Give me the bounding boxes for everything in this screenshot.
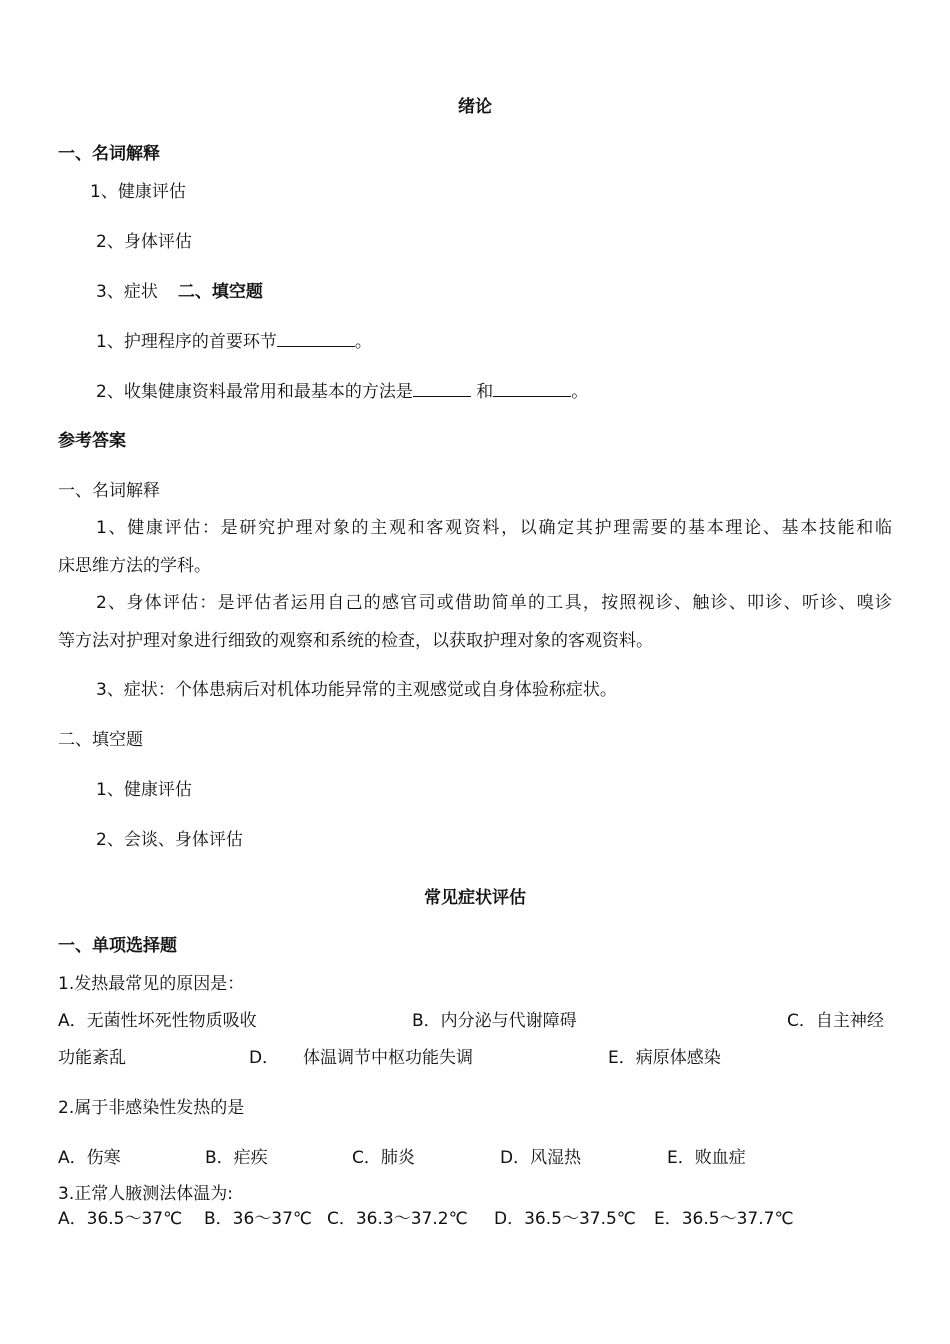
question-2-stem: 2.属于非感染性发热的是	[58, 1098, 245, 1118]
q1-option-b: B．内分泌与代谢障碍	[412, 1011, 577, 1031]
answer-2-line-1: 2、身体评估：是评估者运用自己的感官司或借助简单的工具，按照视诊、触诊、叩诊、听诊、嗅诊	[96, 593, 892, 613]
answer-1-line-2: 床思维方法的学科。	[58, 556, 211, 576]
q1-option-a: A．无菌性坏死性物质吸收	[58, 1011, 257, 1031]
heading-fill-blank: 二、填空题	[177, 282, 263, 302]
fill-2-end: 。	[571, 382, 589, 402]
q1-option-c-cont: 功能紊乱	[58, 1048, 126, 1068]
q1-option-e: E．病原体感染	[608, 1048, 721, 1068]
q2-option-e: E．败血症	[667, 1148, 746, 1168]
q1-option-d: D．	[249, 1048, 280, 1068]
q2-option-d: D．风湿热	[500, 1148, 582, 1168]
q2-option-c: C．肺炎	[352, 1148, 415, 1168]
q2-option-b: B．疟疾	[205, 1148, 268, 1168]
q3-option-a: A．36.5～37℃	[58, 1209, 183, 1229]
heading-term-explanation: 一、名词解释	[58, 144, 160, 164]
answer-heading-fill: 二、填空题	[58, 730, 143, 750]
question-term-3	[96, 280, 263, 304]
answer-2-line-2: 等方法对护理对象进行细致的观察和系统的检查，以获取护理对象的客观资料。	[58, 631, 653, 651]
q2-option-a: A．伤寒	[58, 1148, 121, 1168]
fill-1-end: 。	[354, 332, 372, 352]
answer-fill-1: 1、健康评估	[96, 780, 192, 800]
blank-line	[277, 330, 355, 347]
question-term-1: 1、健康评估	[90, 182, 186, 202]
question-fill-1	[96, 330, 372, 354]
answer-3: 3、症状：个体患病后对机体功能异常的主观感觉或自身体验称症状。	[96, 680, 617, 700]
heading-single-choice: 一、单项选择题	[58, 936, 177, 956]
question-1-stem: 1.发热最常见的原因是：	[58, 974, 245, 994]
question-term-2: 2、身体评估	[96, 232, 192, 252]
blank-line	[413, 380, 471, 397]
question-3-stem: 3.正常人腋测法体温为:	[58, 1184, 233, 1204]
section-title-intro: 绪论	[458, 97, 492, 117]
heading-answers: 参考答案	[58, 431, 126, 451]
fill-2-mid: 和	[470, 382, 494, 402]
fill-2-prompt: 2、收集健康资料最常用和最基本的方法是	[96, 382, 413, 402]
q1-option-d-text: 体温调节中枢功能失调	[303, 1048, 473, 1068]
q3-option-b: B．36～37℃	[204, 1209, 313, 1229]
q3-option-e: E．36.5～37.7℃	[654, 1209, 794, 1229]
q3-option-c: C．36.3～37.2℃	[327, 1209, 468, 1229]
answer-heading-terms: 一、名词解释	[58, 481, 160, 501]
q1-option-c: C．自主神经	[787, 1011, 884, 1031]
question-term-3-text: 3、症状	[96, 282, 158, 302]
answer-1-line-1: 1、健康评估：是研究护理对象的主观和客观资料，以确定其护理需要的基本理论、基本技能和临	[96, 518, 892, 538]
fill-1-prompt: 1、护理程序的首要环节	[96, 332, 277, 352]
section-title-symptoms: 常见症状评估	[424, 888, 526, 908]
answer-fill-2: 2、会谈、身体评估	[96, 830, 243, 850]
q3-option-d: D．36.5～37.5℃	[494, 1209, 636, 1229]
question-fill-2	[96, 380, 588, 404]
blank-line	[493, 380, 571, 397]
